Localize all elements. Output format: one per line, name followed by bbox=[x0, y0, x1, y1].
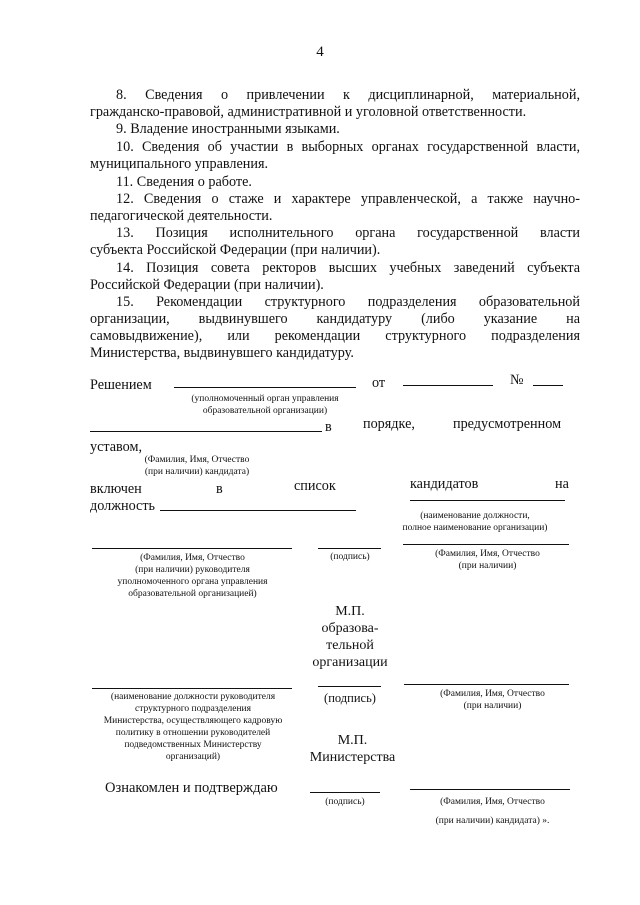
number-label: № bbox=[510, 372, 524, 388]
item-15-line-4: Министерства, выдвинувшего кандидатуру. bbox=[90, 345, 354, 361]
acknowledgement-signature-line bbox=[310, 792, 380, 793]
item-15-line-2: организации, выдвинувшего кандидатуру (либо указание на bbox=[90, 311, 580, 327]
date-blank-line bbox=[403, 385, 493, 386]
decision-label: Решением bbox=[90, 377, 152, 393]
in-word: в bbox=[325, 419, 332, 435]
item-15-line-1: 15. Рекомендации структурного подразделения образовательной bbox=[116, 294, 580, 310]
included-word-1: включен bbox=[90, 481, 142, 497]
item-8-line-2: гражданско-правовой, административной и уголовной ответственности. bbox=[90, 104, 527, 120]
item-10-line-2: муниципального управления. bbox=[90, 156, 269, 172]
fio-caption-1: (Фамилия, Имя, Отчество (при наличии) bbox=[435, 549, 540, 571]
authority-blank-line bbox=[174, 387, 356, 388]
signature-line-1 bbox=[318, 548, 381, 549]
included-word-3: список bbox=[294, 478, 336, 494]
item-12-line-2: педагогической деятельности. bbox=[90, 208, 273, 224]
acknowledgement-label: Ознакомлен и подтверждаю bbox=[105, 780, 278, 796]
department-head-line bbox=[92, 688, 292, 689]
organization-blank-line bbox=[410, 500, 565, 501]
head-name-line bbox=[92, 548, 292, 549]
acknowledgement-fio-line bbox=[410, 789, 570, 790]
acknowledgement-fio-caption: (Фамилия, Имя, Отчество (при наличии) кандидата) ». bbox=[435, 797, 550, 826]
head-caption-2: (наименование должности руководителя структурного подразделения Министерства, осуществляющего кадровую политику в отношении руководителей подведомственных Министерству организаций) bbox=[103, 692, 283, 762]
number-blank-line bbox=[533, 385, 563, 386]
position-caption: (наименование должности, полное наименование организации) bbox=[402, 511, 548, 533]
fio-caption-2: (Фамилия, Имя, Отчество (при наличии) bbox=[440, 689, 545, 711]
item-14-line-2: Российской Федерации (при наличии). bbox=[90, 277, 324, 293]
signature-line-2 bbox=[318, 686, 381, 687]
included-word-4: кандидатов bbox=[410, 476, 479, 492]
signature-caption-1: (подпись) bbox=[330, 552, 370, 562]
candidate-blank-line bbox=[90, 431, 322, 432]
fio-line-2 bbox=[404, 684, 569, 685]
stamp-organization: М.П. образова- тельной организации bbox=[312, 604, 388, 670]
signature-caption-2: (подпись) bbox=[324, 691, 376, 705]
item-14-line-1: 14. Позиция совета ректоров высших учебных заведений субъекта bbox=[116, 260, 580, 276]
position-blank-line bbox=[160, 510, 356, 511]
fio-line-1 bbox=[403, 544, 569, 545]
page-number: 4 bbox=[316, 44, 324, 60]
head-caption-1: (Фамилия, Имя, Отчество (при наличии) руководителя уполномоченного органа управления образовательной организацией) bbox=[117, 553, 268, 599]
item-11: 11. Сведения о работе. bbox=[116, 174, 252, 190]
item-13-line-1: 13. Позиция исполнительного органа государственной власти bbox=[116, 225, 580, 241]
from-label: от bbox=[372, 375, 386, 391]
stamp-ministry: М.П. Министерства bbox=[309, 733, 396, 765]
item-9: 9. Владение иностранными языками. bbox=[116, 121, 340, 137]
item-10-line-1: 10. Сведения об участии в выборных органах государственной власти, bbox=[116, 139, 580, 155]
candidate-caption: (Фамилия, Имя, Отчество (при наличии) кандидата) bbox=[144, 455, 250, 477]
order-word-1: порядке, bbox=[363, 416, 415, 432]
charter-word: уставом, bbox=[90, 439, 143, 455]
item-13-line-2: субъекта Российской Федерации (при наличии). bbox=[90, 242, 381, 258]
acknowledgement-signature-caption: (подпись) bbox=[325, 797, 365, 807]
included-word-5: на bbox=[555, 476, 569, 492]
position-label: должность bbox=[90, 498, 156, 514]
authority-caption: (уполномоченный орган управления образовательной организации) bbox=[191, 394, 339, 416]
item-8-line-1: 8. Сведения о привлечении к дисциплинарной, материальной, bbox=[116, 87, 580, 103]
order-word-2: предусмотренном bbox=[453, 416, 562, 432]
item-15-line-3: самовыдвижение), или рекомендации структурного подразделения bbox=[90, 328, 580, 344]
item-12-line-1: 12. Сведения о стаже и характере управленческой, а также научно- bbox=[116, 191, 580, 207]
included-word-2: в bbox=[216, 481, 223, 497]
